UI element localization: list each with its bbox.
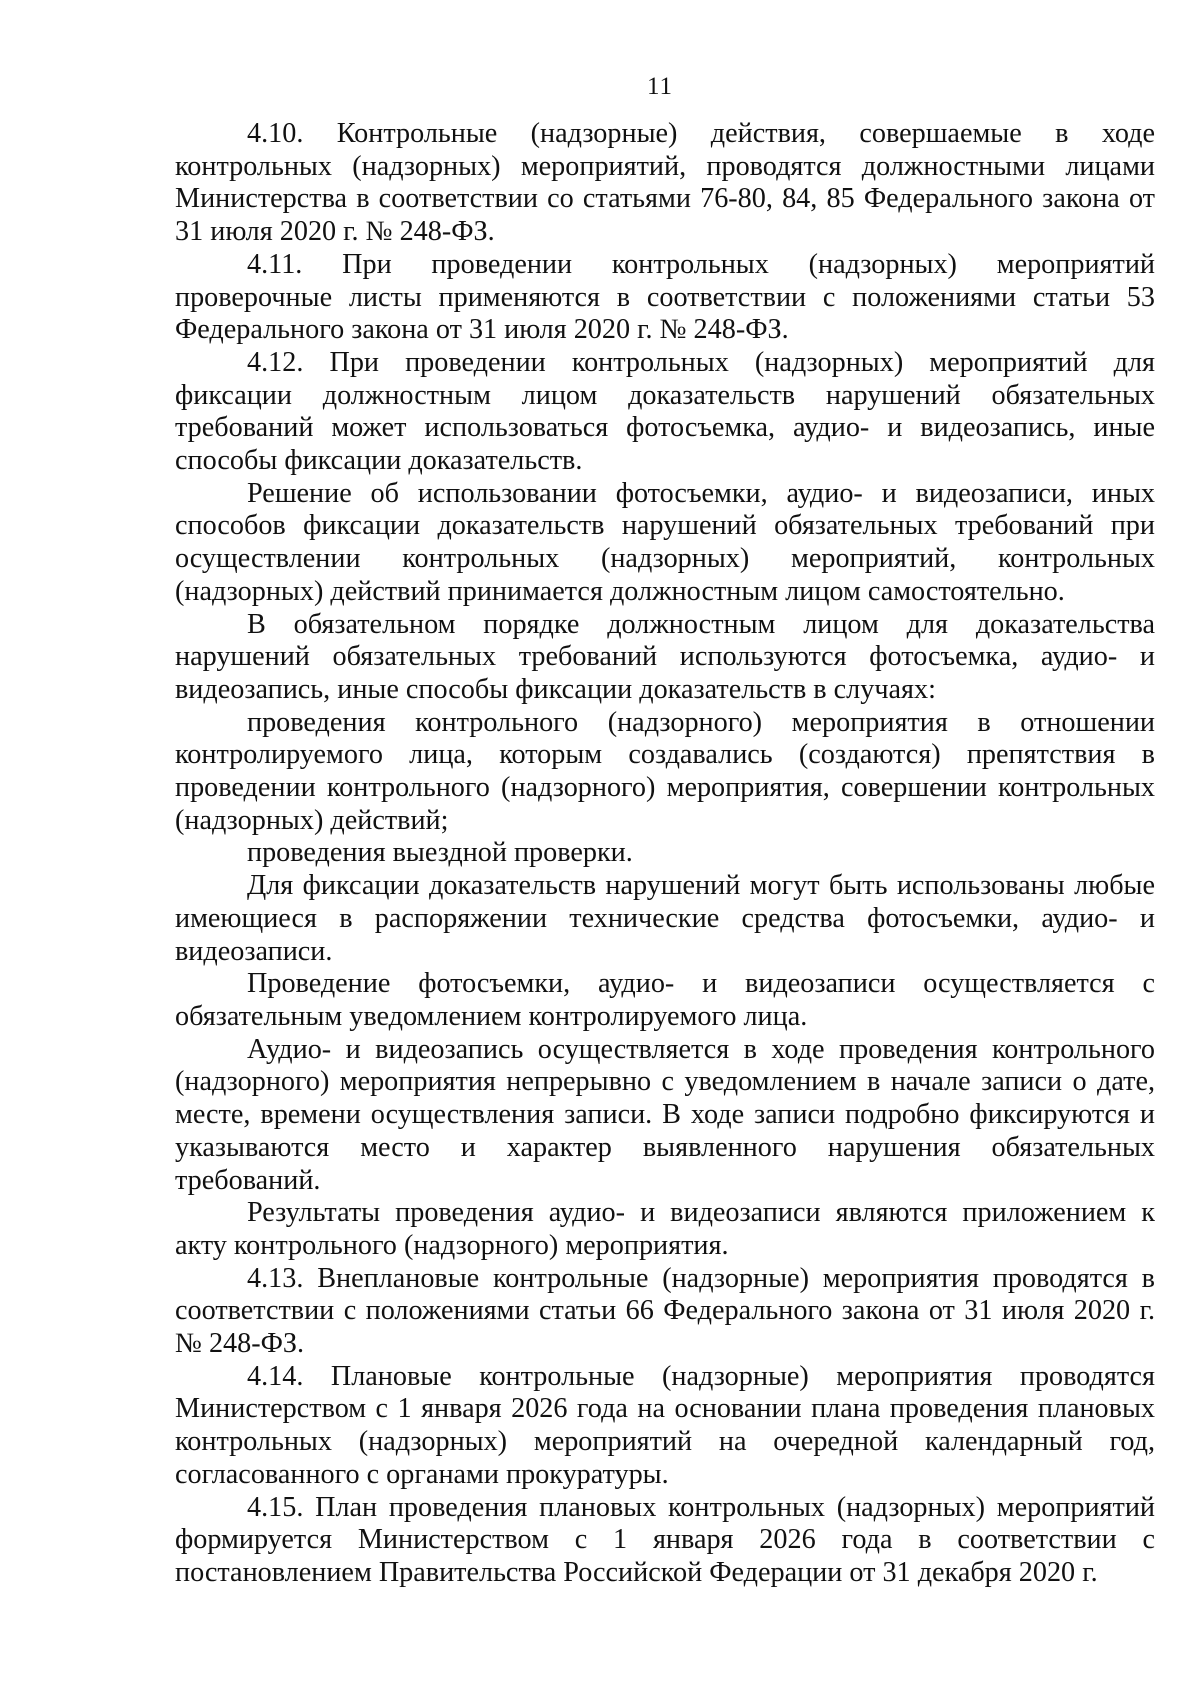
paragraph-mandatory-order: В обязательном порядке должностным лицом для доказательства нарушений обязательных требований используются фотосъемка, аудио- и видеозапись, иные способы фиксации доказательств в случаях: [175, 608, 1155, 705]
paragraph-notification: Проведение фотосъемки, аудио- и видеозаписи осуществляется с обязательным уведомлением контролируемого лица. [175, 968, 1155, 1032]
paragraph-recording-results: Результаты проведения аудио- и видеозаписи являются приложением к акту контрольного (надзорного) мероприятия. [175, 1197, 1155, 1261]
paragraph-technical-means: Для фиксации доказательств нарушений могут быть использованы любые имеющиеся в распоряжении технические средства фотосъемки, аудио- и видеозаписи. [175, 870, 1155, 967]
paragraph-recording-process: Аудио- и видеозапись осуществляется в ходе проведения контрольного (надзорного) мероприятия непрерывно с уведомлением в начале записи о дате, месте, времени осуществления записи. В ходе записи подробно фиксируются и указываются место и характер выявленного нарушения обязательных требований. [175, 1033, 1155, 1196]
paragraph-4-10: 4.10. Контрольные (надзорные) действия, совершаемые в ходе контрольных (надзорных) мероприятий, проводятся должностными лицами Министерства в соответствии со статьями 76-80, 84, 85 Федерального закона от 31 июля 2020 г. № 248-ФЗ. [175, 118, 1155, 248]
paragraph-case-obstruction: проведения контрольного (надзорного) мероприятия в отношении контролируемого лица, которым создавались (создаются) препятствия в проведении контрольного (надзорного) мероприятия, совершении контрольных (надзорных) действий; [175, 706, 1155, 836]
document-body [175, 118, 1155, 1590]
paragraph-4-12: 4.12. При проведении контрольных (надзорных) мероприятий для фиксации должностным лицом доказательств нарушений обязательных требований может использоваться фотосъемка, аудио- и видеозапись, иные способы фиксации доказательств. [175, 346, 1155, 477]
paragraph-decision: Решение об использовании фотосъемки, аудио- и видеозаписи, иных способов фиксации доказательств нарушений обязательных требований при осуществлении контрольных (надзорных) мероприятий, контрольных (надзорных) действий принимается должностным лицом самостоятельно. [175, 477, 1155, 607]
paragraph-4-11: 4.11. При проведении контрольных (надзорных) мероприятий проверочные листы применяются в соответствии с положениями статьи 53 Федерального закона от 31 июля 2020 г. № 248-ФЗ. [175, 248, 1155, 346]
paragraph-4-15: 4.15. План проведения плановых контрольных (надзорных) мероприятий формируется Министерством с 1 января 2026 года в соответствии с постановлением Правительства Российской Федерации от 31 декабря 2020 г. [175, 1491, 1155, 1588]
paragraph-4-14: 4.14. Плановые контрольные (надзорные) мероприятия проводятся Министерством с 1 января 2026 года на основании плана проведения плановых контрольных (надзорных) мероприятий на очередной календарный год, согласованного с органами прокуратуры. [175, 1360, 1155, 1490]
page-number: 11 [646, 73, 674, 100]
paragraph-case-field-inspection: проведения выездной проверки. [247, 837, 633, 869]
paragraph-4-13: 4.13. Внеплановые контрольные (надзорные) мероприятия проводятся в соответствии с положениями статьи 66 Федерального закона от 31 июля 2020 г. № 248-ФЗ. [175, 1262, 1155, 1360]
